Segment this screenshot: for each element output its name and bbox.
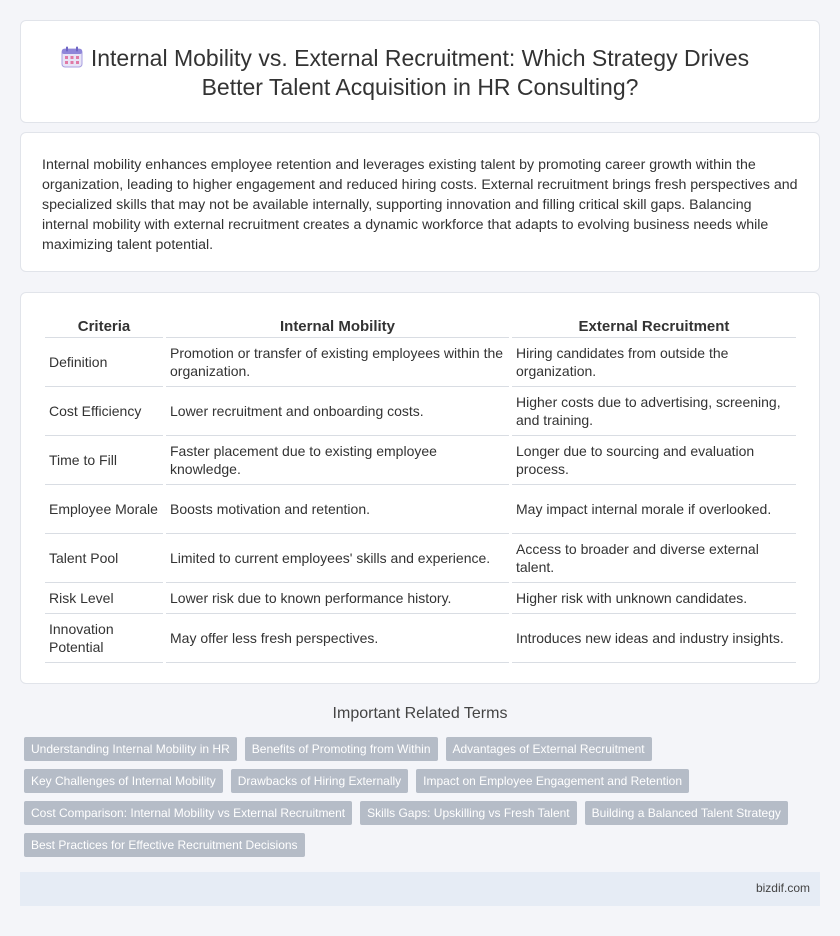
related-term-tag[interactable]: Drawbacks of Hiring Externally [231, 769, 408, 793]
tag-row [24, 769, 824, 793]
row-criteria: Risk Level [45, 583, 163, 614]
title-card [20, 20, 820, 123]
row-internal: Boosts motivation and retention. [166, 485, 509, 534]
table-row [45, 534, 796, 583]
row-internal: Limited to current employees' skills and experience. [166, 534, 509, 583]
row-criteria: Innovation Potential [45, 614, 163, 663]
related-term-tag[interactable]: Skills Gaps: Upskilling vs Fresh Talent [360, 801, 577, 825]
header-external-recruitment: External Recruitment [512, 316, 796, 338]
row-external: Higher costs due to advertising, screening, and training. [512, 387, 796, 436]
row-criteria: Cost Efficiency [45, 387, 163, 436]
table-row [45, 614, 796, 663]
table-header-row [45, 316, 796, 338]
related-term-tag[interactable]: Building a Balanced Talent Strategy [585, 801, 788, 825]
row-criteria: Definition [45, 338, 163, 387]
intro-paragraph: Internal mobility enhances employee retention and leverages existing talent by promoting career growth within the organization, leading to higher engagement and reduced hiring costs. External recruitment brings fresh perspectives and specialized skills that may not be available internally, supporting innovation and filling critical skill gaps. Balancing internal mobility with external recruitment creates a dynamic workforce that adapts to evolving business needs while maximizing talent potential. [42, 157, 798, 253]
comparison-card [20, 292, 820, 684]
page-title [21, 44, 819, 102]
table-row [45, 338, 796, 387]
table-row [45, 436, 796, 485]
row-internal: May offer less fresh perspectives. [166, 614, 509, 663]
table-row [45, 387, 796, 436]
header-internal-mobility: Internal Mobility [166, 316, 509, 338]
row-external: Access to broader and diverse external talent. [512, 534, 796, 583]
related-term-tag[interactable]: Best Practices for Effective Recruitment Decisions [24, 833, 305, 857]
footer-site-link[interactable]: bizdif.com [755, 881, 810, 895]
tag-row [24, 801, 824, 825]
row-external: May impact internal morale if overlooked. [512, 485, 796, 534]
row-criteria: Time to Fill [45, 436, 163, 485]
related-term-tag[interactable]: Impact on Employee Engagement and Retention [416, 769, 689, 793]
row-external: Higher risk with unknown candidates. [512, 583, 796, 614]
tag-row [24, 737, 824, 761]
related-terms-list [24, 737, 824, 865]
table-row [45, 485, 796, 534]
comparison-table [42, 316, 799, 663]
row-criteria: Employee Morale [45, 485, 163, 534]
related-term-tag[interactable]: Advantages of External Recruitment [446, 737, 652, 761]
related-terms-heading: Important Related Terms [332, 705, 508, 722]
row-internal: Lower risk due to known performance history. [166, 583, 509, 614]
row-internal: Lower recruitment and onboarding costs. [166, 387, 509, 436]
tag-row [24, 833, 824, 857]
related-term-tag[interactable]: Key Challenges of Internal Mobility [24, 769, 223, 793]
row-criteria: Talent Pool [45, 534, 163, 583]
row-internal: Promotion or transfer of existing employees within the organization. [166, 338, 509, 387]
page-title-line-2: Better Talent Acquisition in HR Consulting? [201, 74, 639, 100]
related-term-tag[interactable]: Understanding Internal Mobility in HR [24, 737, 237, 761]
row-external: Hiring candidates from outside the organization. [512, 338, 796, 387]
footer [20, 872, 820, 906]
row-external: Introduces new ideas and industry insights. [512, 614, 796, 663]
table-row [45, 583, 796, 614]
intro-card [20, 132, 820, 272]
related-term-tag[interactable]: Cost Comparison: Internal Mobility vs External Recruitment [24, 801, 352, 825]
header-criteria: Criteria [45, 316, 163, 338]
related-term-tag[interactable]: Benefits of Promoting from Within [245, 737, 438, 761]
page-title-line-1: Internal Mobility vs. External Recruitment: Which Strategy Drives [90, 45, 750, 71]
row-internal: Faster placement due to existing employee knowledge. [166, 436, 509, 485]
row-external: Longer due to sourcing and evaluation process. [512, 436, 796, 485]
